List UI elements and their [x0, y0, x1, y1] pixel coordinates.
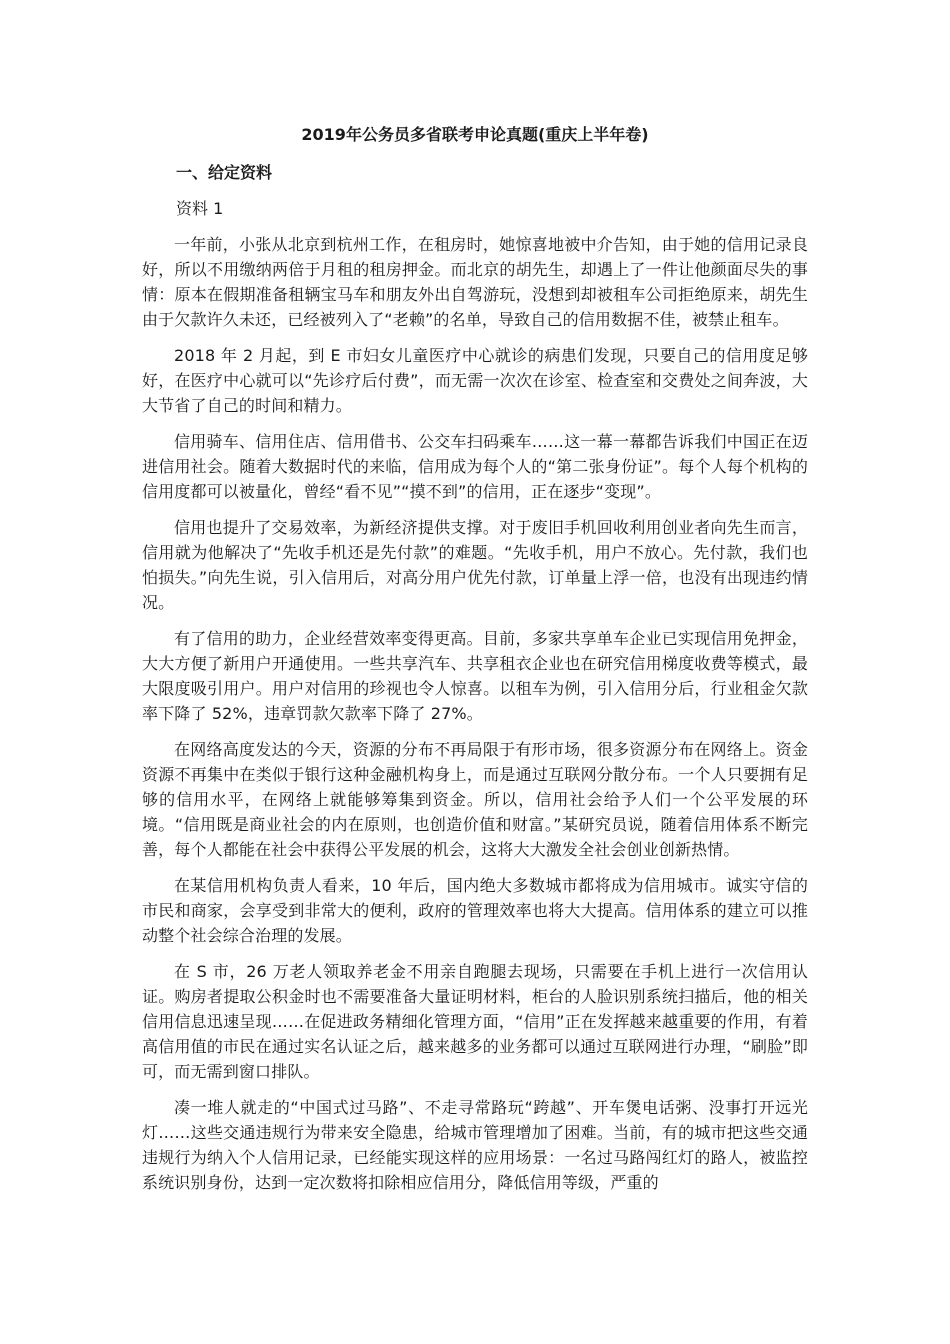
material-label: 资料 1	[176, 199, 224, 218]
section-heading: 一、给定资料	[176, 163, 273, 182]
paragraph-4: 信用也提升了交易效率，为新经济提供支撑。对于废旧手机回收利用创业者向先生而言，信用就为他解决了“先收手机还是先付款”的难题。“先收手机，用户不放心。先付款，我们也怕损失。”向先生说，引入信用后，对高分用户优先付款，订单量上浮一倍，也没有出现违约情况。	[142, 518, 808, 612]
paragraph-7: 在某信用机构负责人看来，10 年后，国内绝大多数城市都将成为信用城市。诚实守信的市民和商家，会享受到非常大的便利，政府的管理效率也将大大提高。信用体系的建立可以推动整个社会综合治理的发展。	[142, 876, 808, 945]
paragraph-1: 一年前，小张从北京到杭州工作，在租房时，她惊喜地被中介告知，由于她的信用记录良好，所以不用缴纳两倍于月租的租房押金。而北京的胡先生，却遇上了一件让他颜面尽失的事情：原本在假期准备租辆宝马车和朋友外出自驾游玩，没想到却被租车公司拒绝原来，胡先生由于欠款许久未还，已经被列入了“老赖”的名单，导致自己的信用数据不佳，被禁止租车。	[142, 235, 808, 329]
document-page	[142, 124, 808, 1206]
paragraph-6: 在网络高度发达的今天，资源的分布不再局限于有形市场，很多资源分布在网络上。资金资源不再集中在类似于银行这种金融机构身上，而是通过互联网分散分布。一个人只要拥有足够的信用水平，在网络上就能够筹集到资金。所以，信用社会给予人们一个公平发展的环境。“信用既是商业社会的内在原则，也创造价值和财富。”某研究员说，随着信用体系不断完善，每个人都能在社会中获得公平发展的机会，这将大大激发全社会创业创新热情。	[142, 740, 808, 859]
paragraph-2: 2018 年 2 月起，到 E 市妇女儿童医疗中心就诊的病患们发现，只要自己的信用度足够好，在医疗中心就可以“先诊疗后付费”，而无需一次次在诊室、检查室和交费处之间奔波，大大节省了自己的时间和精力。	[142, 346, 808, 415]
document-title: 2019年公务员多省联考申论真题(重庆上半年卷)	[301, 125, 649, 144]
paragraph-8: 在 S 市，26 万老人领取养老金不用亲自跑腿去现场，只需要在手机上进行一次信用认证。购房者提取公积金时也不需要准备大量证明材料，柜台的人脸识别系统扫描后，他的相关信用信息迅速呈现……在促进政务精细化管理方面，“信用”正在发挥越来越重要的作用，有着高信用值的市民在通过实名认证之后，越来越多的业务都可以通过互联网进行办理，“刷脸”即可，而无需到窗口排队。	[142, 962, 808, 1081]
paragraph-9: 凑一堆人就走的“中国式过马路”、不走寻常路玩“跨越”、开车煲电话粥、没事打开远光灯……这些交通违规行为带来安全隐患，给城市管理增加了困难。当前，有的城市把这些交通违规行为纳入个人信用记录，已经能实现这样的应用场景：一名过马路闯红灯的路人，被监控系统识别身份，达到一定次数将扣除相应信用分，降低信用等级，严重的	[142, 1098, 808, 1192]
paragraph-5: 有了信用的助力，企业经营效率变得更高。目前，多家共享单车企业已实现信用免押金，大大方便了新用户开通使用。一些共享汽车、共享租衣企业也在研究信用梯度收费等模式，最大限度吸引用户。用户对信用的珍视也令人惊喜。以租车为例，引入信用分后，行业租金欠款率下降了 52%，违章罚款欠款率下降了 27%。	[142, 629, 808, 723]
paragraph-3: 信用骑车、信用住店、信用借书、公交车扫码乘车……这一幕一幕都告诉我们中国正在迈进信用社会。随着大数据时代的来临，信用成为每个人的“第二张身份证”。每个人每个机构的信用度都可以被量化，曾经“看不见”“摸不到”的信用，正在逐步“变现”。	[142, 432, 808, 501]
